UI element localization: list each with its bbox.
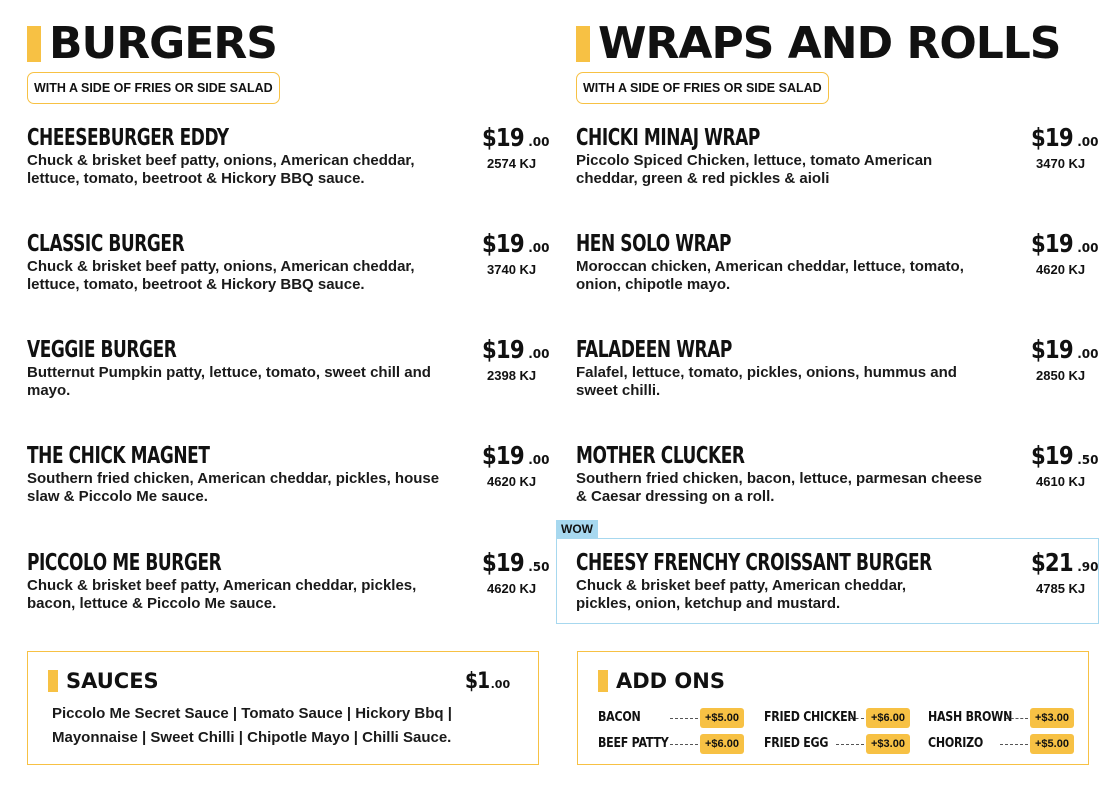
addons-panel xyxy=(577,651,1089,765)
menu-item xyxy=(27,335,550,416)
item-description: Butternut Pumpkin patty, lettuce, tomato, sweet chill and mayo. xyxy=(27,364,431,399)
item-description: Chuck & brisket beef patty, onions, American cheddar, lettuce, tomato, beetroot & Hickory BBQ sauce. xyxy=(27,258,415,293)
addon-price: +$6.00 xyxy=(700,734,744,754)
leader-dots xyxy=(670,744,698,745)
addon-item xyxy=(764,734,906,754)
item-description: Moroccan chicken, American cheddar, lettuce, tomato, onion, chipotle mayo. xyxy=(576,258,964,293)
leader-dots xyxy=(1000,744,1028,745)
burgers-side-note: WITH A SIDE OF FRIES OR SIDE SALAD xyxy=(27,72,280,104)
item-name: CHEESY FRENCHY CROISSANT BURGER xyxy=(576,550,932,576)
item-price: $21 .90 xyxy=(1031,548,1099,577)
item-name: MOTHER CLUCKER xyxy=(576,443,745,469)
addon-price: +$3.00 xyxy=(866,734,910,754)
sauces-list: Piccolo Me Secret Sauce | Tomato Sauce | Hickory Bbq | Mayonnaise | Sweet Chilli | Chipotle Mayo | Chilli Sauce. xyxy=(52,705,452,746)
item-name: VEGGIE BURGER xyxy=(27,337,177,363)
leader-dots xyxy=(1006,718,1028,719)
item-name: CHEESEBURGER EDDY xyxy=(27,125,229,151)
heading-accent-bar xyxy=(27,26,41,62)
leader-dots xyxy=(836,744,864,745)
sauces-heading xyxy=(48,668,159,694)
wraps-title: WRAPS AND ROLLS xyxy=(598,18,1061,69)
item-kilojoules: 4620 KJ xyxy=(1036,262,1086,277)
addon-item xyxy=(598,708,740,728)
addon-name: FRIED CHICKEN xyxy=(764,710,857,725)
item-price: $19 .00 xyxy=(1031,229,1099,258)
item-kilojoules: 4620 KJ xyxy=(487,581,537,596)
item-name: THE CHICK MAGNET xyxy=(27,443,210,469)
burgers-heading xyxy=(27,20,277,68)
sauces-title: SAUCES xyxy=(66,669,159,693)
item-name: FALADEEN WRAP xyxy=(576,337,732,363)
addon-item xyxy=(598,734,740,754)
item-name: HEN SOLO WRAP xyxy=(576,231,732,257)
item-name: CHICKI MINAJ WRAP xyxy=(576,125,760,151)
sauces-panel xyxy=(27,651,539,765)
featured-menu-item xyxy=(576,548,1099,629)
wow-badge: WOW xyxy=(556,520,598,538)
item-description: Chuck & brisket beef patty, American cheddar, pickles, onion, ketchup and mustard. xyxy=(576,577,907,612)
leader-dots xyxy=(850,718,864,719)
menu-item xyxy=(576,335,1099,416)
item-name: PICCOLO ME BURGER xyxy=(27,550,222,576)
addons-heading xyxy=(598,668,725,694)
addon-price: +$5.00 xyxy=(700,708,744,728)
menu-item xyxy=(27,123,550,204)
addon-item xyxy=(764,708,906,728)
item-price: $19 .50 xyxy=(1031,441,1099,470)
item-description: Falafel, lettuce, tomato, pickles, onions, hummus and sweet chilli. xyxy=(576,364,957,399)
item-price: $19 .50 xyxy=(482,548,550,577)
menu-item xyxy=(576,229,1099,310)
addon-item xyxy=(928,734,1070,754)
menu-item xyxy=(576,123,1099,204)
wraps-heading xyxy=(576,20,1061,68)
addons-title: ADD ONS xyxy=(616,669,725,693)
item-kilojoules: 3740 KJ xyxy=(487,262,537,277)
sauces-price: $1.00 xyxy=(465,669,511,694)
heading-accent-bar xyxy=(576,26,590,62)
addon-name: BEEF PATTY xyxy=(598,736,669,751)
menu-item xyxy=(27,548,550,629)
leader-dots xyxy=(670,718,698,719)
item-price: $19 .00 xyxy=(482,441,550,470)
menu-item xyxy=(27,229,550,310)
item-kilojoules: 4785 KJ xyxy=(1036,581,1086,596)
item-kilojoules: 2398 KJ xyxy=(487,368,537,383)
addon-name: HASH BROWN xyxy=(928,710,1013,725)
item-price: $19 .00 xyxy=(482,335,550,364)
item-price: $19 .00 xyxy=(1031,335,1099,364)
item-price: $19 .00 xyxy=(1031,123,1099,152)
addon-name: CHORIZO xyxy=(928,736,983,751)
item-description: Chuck & brisket beef patty, American cheddar, pickles, bacon, lettuce & Piccolo Me sauce. xyxy=(27,577,417,612)
item-price: $19 .00 xyxy=(482,229,550,258)
item-description: Southern fried chicken, American cheddar, pickles, house slaw & Piccolo Me sauce. xyxy=(27,470,440,505)
wraps-side-note: WITH A SIDE OF FRIES OR SIDE SALAD xyxy=(576,72,829,104)
item-kilojoules: 2850 KJ xyxy=(1036,368,1086,383)
addon-price: +$5.00 xyxy=(1030,734,1074,754)
addon-name: FRIED EGG xyxy=(764,736,829,751)
item-price: $19 .00 xyxy=(482,123,550,152)
menu-item xyxy=(576,441,1099,522)
item-description: Piccolo Spiced Chicken, lettuce, tomato American cheddar, green & red pickles & aioli xyxy=(576,152,933,187)
burgers-title: BURGERS xyxy=(49,18,277,69)
heading-accent-bar xyxy=(48,670,58,692)
heading-accent-bar xyxy=(598,670,608,692)
menu-item xyxy=(27,441,550,522)
item-description: Chuck & brisket beef patty, onions, American cheddar, lettuce, tomato, beetroot & Hickory BBQ sauce. xyxy=(27,152,415,187)
addon-name: BACON xyxy=(598,710,641,725)
item-kilojoules: 4610 KJ xyxy=(1036,474,1086,489)
item-kilojoules: 3470 KJ xyxy=(1036,156,1086,171)
item-kilojoules: 4620 KJ xyxy=(487,474,537,489)
addon-price: +$6.00 xyxy=(866,708,910,728)
item-kilojoules: 2574 KJ xyxy=(487,156,537,171)
addon-item xyxy=(928,708,1070,728)
item-description: Southern fried chicken, bacon, lettuce, parmesan cheese & Caesar dressing on a roll. xyxy=(576,470,982,505)
item-name: CLASSIC BURGER xyxy=(27,231,185,257)
addon-price: +$3.00 xyxy=(1030,708,1074,728)
